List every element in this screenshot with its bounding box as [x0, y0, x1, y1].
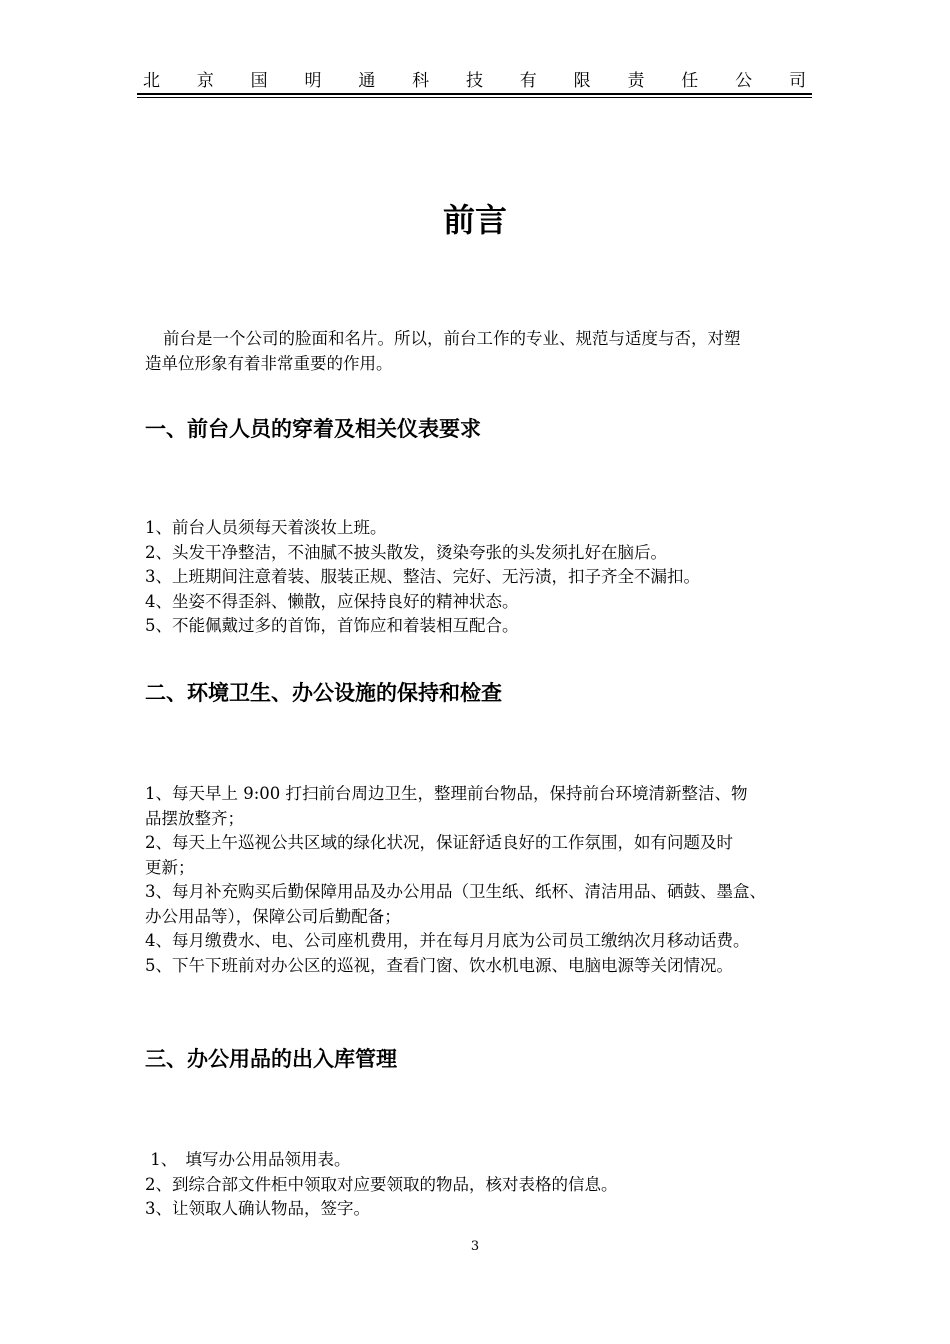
list-item: 4、坐姿不得歪斜、懒散，应保持良好的精神状态。	[145, 591, 519, 611]
list-item: 2、到综合部文件柜中领取对应要领取的物品，核对表格的信息。	[145, 1174, 618, 1194]
list-item: 4、每月缴费水、电、公司座机费用，并在每月月底为公司员工缴纳次月移动话费。	[145, 931, 750, 950]
list-item: 2、每天上午巡视公共区域的绿化状况，保证舒适良好的工作氛围，如有问题及时	[145, 833, 733, 852]
intro-paragraph	[145, 327, 810, 376]
list-item: 更新；	[145, 857, 195, 877]
header-char: 北	[143, 71, 160, 91]
header-char: 有	[519, 71, 537, 91]
intro-line: 前台是一个公司的脸面和名片。所以，前台工作的专业、规范与适度与否，对塑	[163, 329, 741, 348]
list-item: 5、不能佩戴过多的首饰，首饰应和着装相互配合。	[145, 616, 519, 635]
list-item: 1、前台人员须每天着淡妆上班。	[145, 518, 387, 537]
header-char: 司	[788, 71, 806, 91]
header-char: 限	[573, 71, 591, 91]
list-item: 5、下午下班前对办公区的巡视，查看门窗、饮水机电源、电脑电源等关闭情况。	[145, 955, 733, 975]
list-item: 品摆放整齐；	[145, 808, 244, 828]
list-item: 2、头发干净整洁，不油腻不披头散发，烫染夸张的头发须扎好在脑后。	[145, 542, 667, 562]
header-char: 技	[465, 71, 483, 91]
header-char: 责	[627, 71, 645, 91]
header-char: 京	[196, 71, 214, 91]
header-char: 任	[681, 71, 699, 91]
list-item: 1、 填写办公用品领用表。	[145, 1150, 351, 1169]
list-item: 3、每月补充购买后勤保障用品及办公用品（卫生纸、纸杯、清洁用品、硒鼓、墨盒、	[145, 882, 766, 901]
section-heading-2: 二、环境卫生、办公设施的保持和检查	[145, 681, 502, 705]
header-char: 明	[304, 71, 322, 91]
page-header	[137, 66, 812, 98]
page-number: 3	[470, 1239, 480, 1254]
intro-line: 造单位形象有着非常重要的作用。	[145, 353, 393, 373]
list-item: 办公用品等），保障公司后勤配备；	[145, 906, 401, 926]
header-char: 通	[358, 71, 376, 91]
header-rule-thick	[137, 93, 812, 95]
header-char: 公	[735, 71, 753, 91]
company-name	[137, 70, 812, 92]
section-list-2	[145, 782, 810, 978]
section-heading-3: 三、办公用品的出入库管理	[145, 1047, 397, 1071]
section-heading-1: 一、前台人员的穿着及相关仪表要求	[145, 417, 481, 441]
list-item: 3、让领取人确认物品，签字。	[145, 1199, 370, 1218]
list-item: 1、每天早上 9:00 打扫前台周边卫生，整理前台物品，保持前台环境清新整洁、物	[145, 784, 748, 803]
section-list-1	[145, 516, 810, 639]
section-list-3	[145, 1148, 810, 1222]
header-rule-thin	[137, 97, 812, 98]
header-char: 科	[412, 71, 430, 91]
list-item: 3、上班期间注意着装、服装正规、整洁、完好、无污渍，扣子齐全不漏扣。	[145, 567, 700, 586]
page-title: 前言	[442, 201, 507, 239]
header-char: 国	[250, 71, 268, 91]
